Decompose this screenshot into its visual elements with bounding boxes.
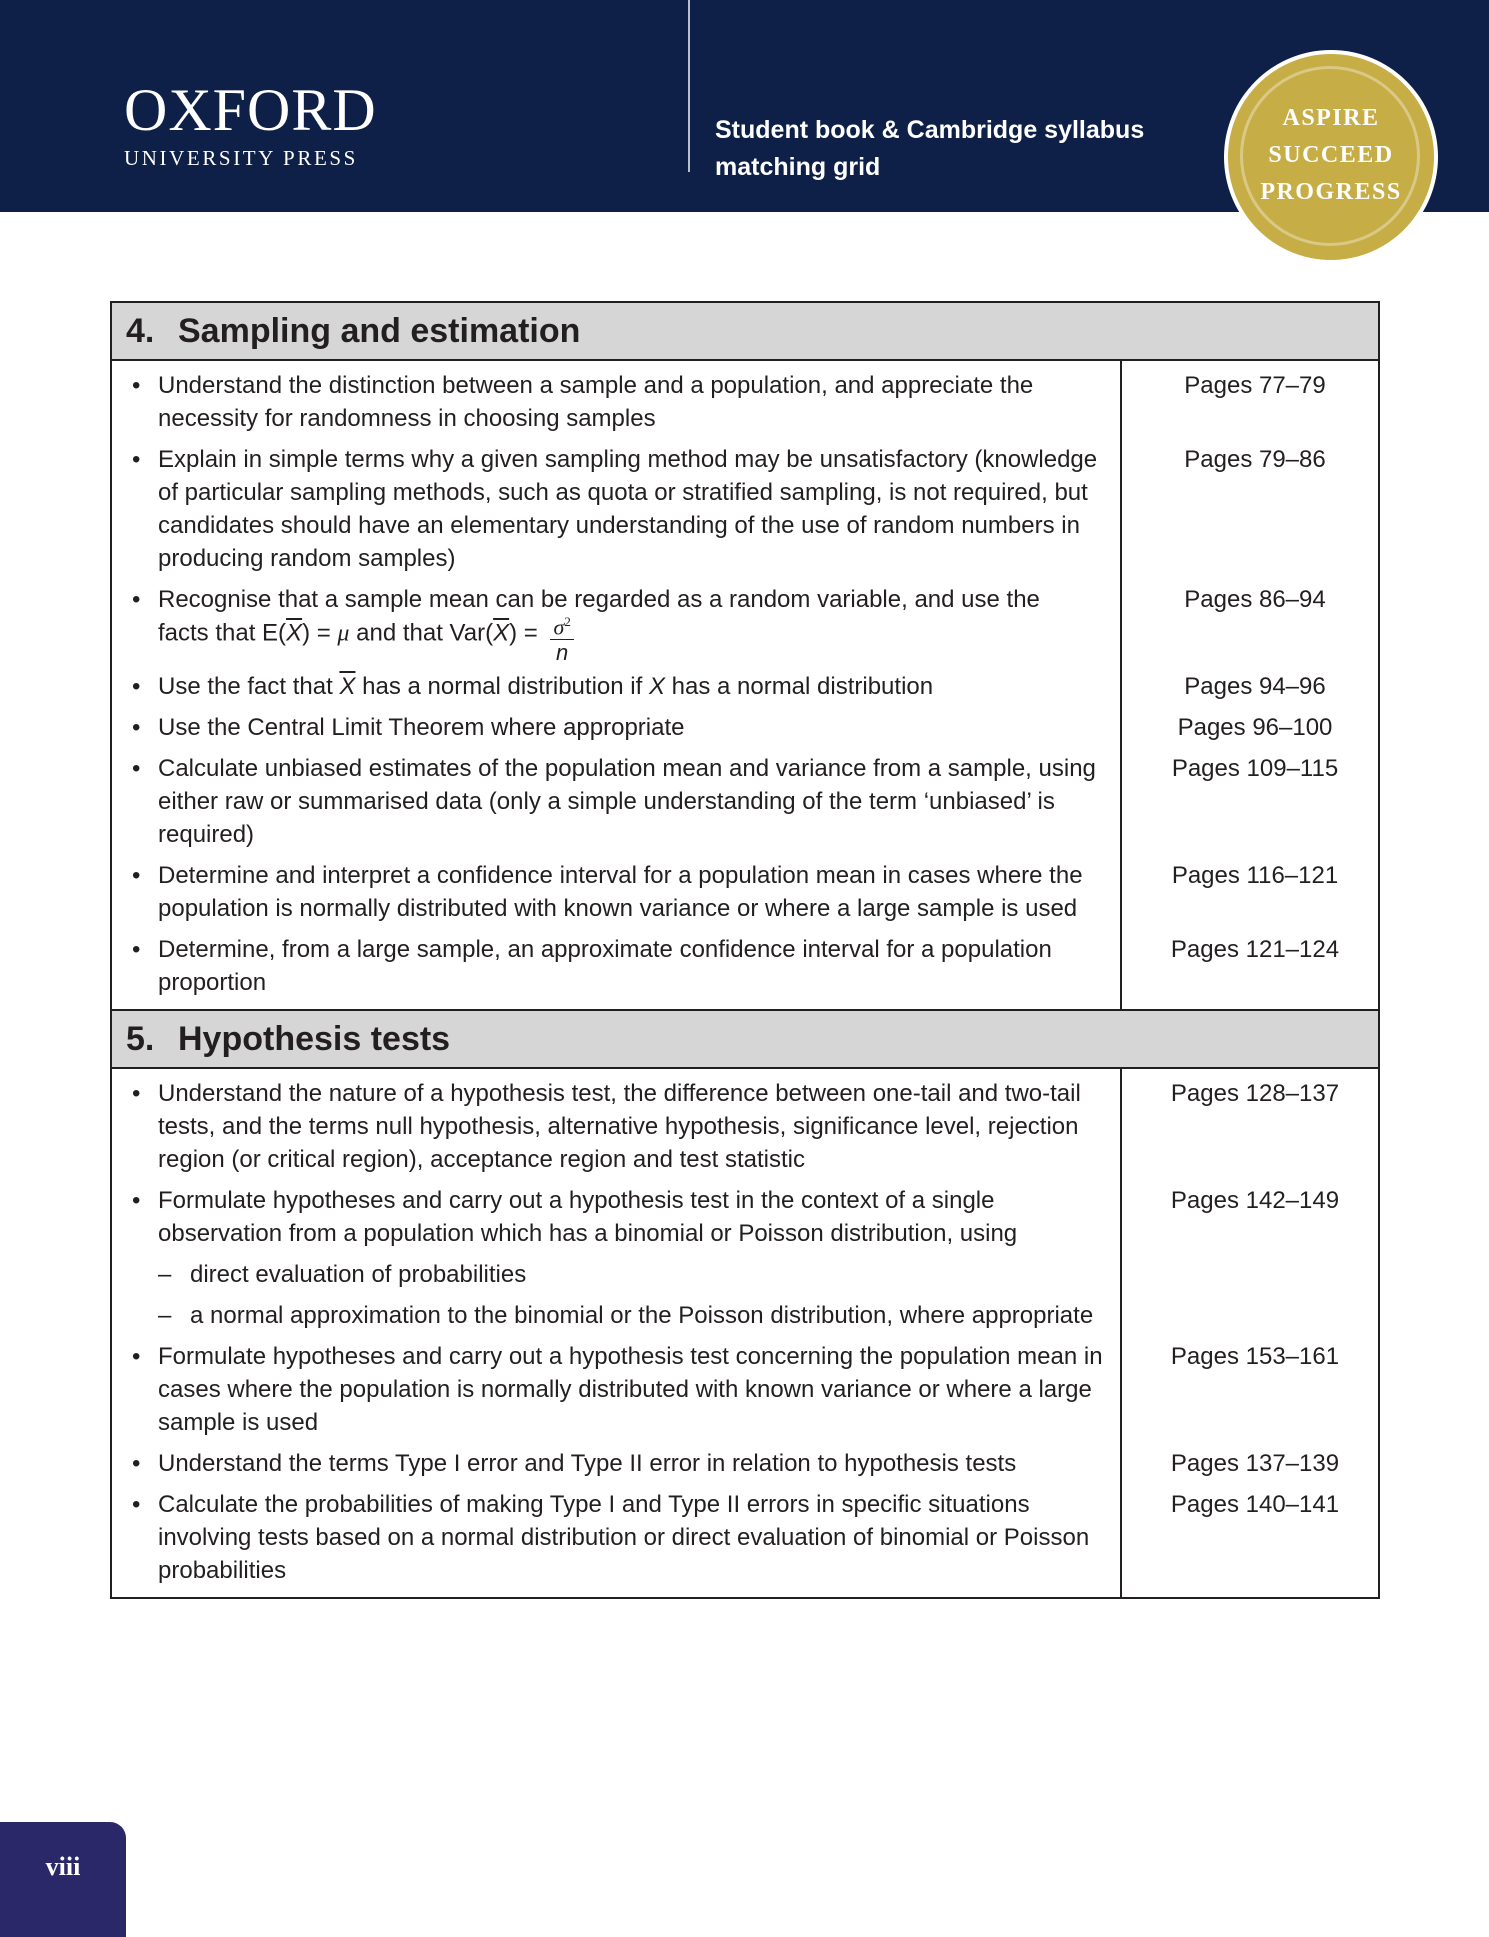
seal-word-succeed: SUCCEED	[1268, 142, 1394, 168]
list-item	[126, 1184, 1340, 1332]
objective-text: Formulate hypotheses and carry out a hypothesis test in the context of a single observation from a population which has a binomial or Poisson distribution, using	[158, 1187, 1018, 1247]
objective-text: Formulate hypotheses and carry out a hypothesis test concerning the population mean in cases where the population is normally distributed with known variance or where a large sample is used	[158, 1343, 1103, 1436]
objective-text: Calculate unbiased estimates of the population mean and variance from a sample, using either raw or summarised data (only a simple understanding of the term ‘unbiased’ is required)	[158, 755, 1096, 848]
seal-text	[1228, 100, 1434, 211]
bullet-icon: •	[132, 862, 141, 889]
sub-list-item	[158, 1258, 1108, 1291]
bullet-icon: •	[132, 446, 141, 473]
page-reference: Pages 86–94	[1184, 586, 1326, 613]
bullet-icon: •	[132, 1450, 141, 1477]
dash-marker: –	[158, 1302, 172, 1329]
list-item	[126, 933, 1340, 999]
page-reference: Pages 96–100	[1177, 714, 1333, 741]
section-number: 5.	[126, 1019, 155, 1058]
seal-word-progress: PROGRESS	[1260, 179, 1402, 205]
bullet-icon: •	[132, 714, 141, 741]
page-header	[0, 0, 1489, 212]
formula: facts that $E(\overline{X}) = \mu$ and that $Var(\overline{X})$ = $\frac{\sigma^2}{n}$	[158, 606, 574, 662]
list-item	[126, 369, 1326, 435]
fraction: $\frac{\sigma^2}{n}$	[550, 610, 573, 666]
bullet-icon: •	[132, 1080, 141, 1107]
list-item	[126, 1340, 1340, 1439]
document-title: Student book & Cambridge syllabus matching grid	[715, 116, 1145, 181]
page-reference: Pages 79–86	[1184, 446, 1326, 473]
list-item	[126, 711, 1333, 744]
section-body-sampling	[112, 361, 1378, 1009]
dash-marker: –	[158, 1261, 172, 1288]
objective-text: Understand the terms Type I error and Type II error in relation to hypothesis tests	[158, 1450, 1017, 1477]
page-number-tab	[0, 1822, 126, 1937]
sub-list-item	[158, 1299, 1108, 1332]
list-item	[126, 752, 1339, 851]
seal-word-aspire: ASPIRE	[1282, 105, 1380, 131]
section-title: Hypothesis tests	[178, 1019, 451, 1058]
page-reference: Pages 153–161	[1170, 1343, 1340, 1370]
page-number: viii	[45, 1852, 81, 1881]
page-reference: Pages 94–96	[1184, 673, 1326, 700]
list-item	[126, 859, 1339, 925]
list-item	[126, 1488, 1340, 1587]
logo-sub-text: UNIVERSITY PRESS	[124, 146, 358, 170]
objective-text: Recognise that a sample mean can be regarded as a random variable, and use the	[158, 586, 1040, 613]
bullet-icon: •	[132, 755, 141, 782]
sub-item-text: a normal approximation to the binomial or the Poisson distribution, where appropriate	[190, 1302, 1094, 1329]
publisher-logo	[124, 77, 377, 171]
objective-text: Explain in simple terms why a given sampling method may be unsatisfactory (knowledge of particular sampling methods, such as quota or stratified sampling, is not required, but candidates should have an elementary understanding of the use of random numbers in producing random samples)	[158, 446, 1098, 572]
bullet-icon: •	[132, 936, 141, 963]
list-item	[126, 1447, 1340, 1480]
list-item	[126, 443, 1326, 575]
list-item	[126, 1077, 1340, 1176]
page-reference: Pages 77–79	[1184, 372, 1326, 399]
bullet-icon: •	[132, 1343, 141, 1370]
section-header-sampling	[112, 303, 1378, 361]
header-divider	[688, 0, 690, 172]
list-item	[126, 583, 1326, 665]
page-reference: Pages 116–121	[1171, 862, 1339, 889]
page-reference: Pages 142–149	[1170, 1187, 1340, 1214]
list-item	[126, 670, 1326, 703]
objective-text: Determine, from a large sample, an approximate confidence interval for a population proportion	[158, 936, 1052, 996]
section-number: 4.	[126, 311, 155, 350]
bullet-icon: •	[132, 586, 141, 613]
objectives-column	[112, 361, 1340, 1009]
section-title: Sampling and estimation	[178, 311, 581, 350]
page-reference: Pages 109–115	[1171, 755, 1339, 782]
bullet-icon: •	[132, 372, 141, 399]
sub-item-text: direct evaluation of probabilities	[190, 1261, 527, 1288]
objective-text: Use the Central Limit Theorem where appropriate	[158, 714, 685, 741]
objective-text: Understand the distinction between a sample and a population, and appreciate the necessity for randomness in choosing samples	[158, 372, 1034, 432]
objective-text: Determine and interpret a confidence interval for a population mean in cases where the population is normally distributed with known variance or where a large sample is used	[158, 862, 1083, 922]
bullet-icon: •	[132, 1187, 141, 1214]
section-header-hypothesis	[112, 1009, 1378, 1069]
objectives-column	[112, 1069, 1340, 1597]
page-reference: Pages 137–139	[1170, 1450, 1340, 1477]
aspire-seal-badge	[1228, 54, 1434, 260]
syllabus-matching-grid	[110, 301, 1380, 1599]
bullet-icon: •	[132, 1491, 141, 1518]
formula-line	[158, 613, 1108, 665]
page-reference: Pages 140–141	[1170, 1491, 1340, 1518]
objective-text: Calculate the probabilities of making Type I and Type II errors in specific situations involving tests based on a normal distribution or direct evaluation of binomial or Poisson probabilities	[158, 1491, 1090, 1584]
page-reference: Pages 128–137	[1170, 1080, 1340, 1107]
logo-main-text: OXFORD	[124, 77, 377, 143]
section-body-hypothesis	[112, 1069, 1378, 1597]
objective-text: Use the fact that $\overline{X}$ has a normal distribution if X has a normal distribution	[158, 673, 934, 700]
objective-text: Understand the nature of a hypothesis test, the difference between one-tail and two-tail tests, and the terms null hypothesis, alternative hypothesis, significance level, rejection region (or critical region), acceptance region and test statistic	[158, 1080, 1081, 1173]
page-reference: Pages 121–124	[1170, 936, 1340, 963]
bullet-icon: •	[132, 673, 141, 700]
